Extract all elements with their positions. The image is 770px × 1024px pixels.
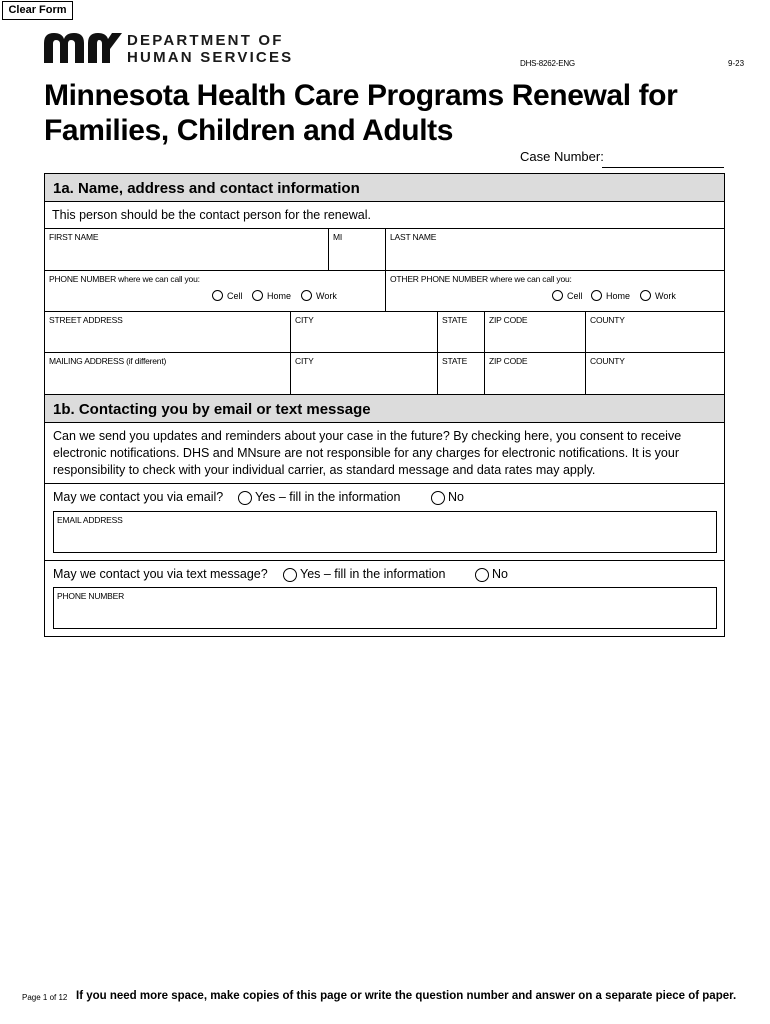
document-id: DHS-8262-ENG: [520, 59, 575, 68]
case-number-field[interactable]: [602, 167, 724, 168]
page-title: [44, 78, 744, 148]
first-name-input[interactable]: [44, 228, 328, 270]
other-phone-cell-label: Cell: [567, 291, 583, 301]
section-1a-heading: 1a. Name, address and contact information: [44, 173, 725, 202]
mailing-zip-label: ZIP CODE: [489, 356, 528, 366]
street-county-label: COUNTY: [590, 315, 625, 325]
revision-date: 9-23: [728, 59, 745, 68]
street-address-label: STREET ADDRESS: [49, 315, 123, 325]
email-address-label: EMAIL ADDRESS: [57, 515, 123, 525]
title-line1: Minnesota Health Care Programs Renewal for: [44, 79, 678, 112]
phone-cell-radio[interactable]: [212, 290, 223, 301]
section-1a-intro: This person should be the contact person for the renewal.: [52, 208, 371, 222]
text-yes-label: Yes – fill in the information: [300, 567, 446, 581]
mi-label: MI: [333, 232, 343, 242]
phone-number-input[interactable]: [53, 587, 717, 629]
section-1b-heading: 1b. Contacting you by email or text message: [44, 394, 725, 423]
phone-home-radio[interactable]: [252, 290, 263, 301]
department-name: [127, 32, 293, 66]
text-question: May we contact you via text message?: [53, 567, 268, 581]
email-yes-label: Yes – fill in the information: [255, 490, 401, 504]
mailing-address-label: MAILING ADDRESS (if different): [49, 356, 167, 366]
last-name-label: LAST NAME: [390, 232, 437, 242]
phone-label: PHONE NUMBER where we can call you:: [49, 274, 200, 284]
other-phone-label: OTHER PHONE NUMBER where we can call you:: [390, 274, 572, 284]
first-name-label: FIRST NAME: [49, 232, 99, 242]
phone-work-label: Work: [316, 291, 337, 301]
mailing-county-label: COUNTY: [590, 356, 625, 366]
street-state-label: STATE: [442, 315, 468, 325]
phone-cell-label: Cell: [227, 291, 243, 301]
mailing-state-label: STATE: [442, 356, 468, 366]
title-line2: Families, Children and Adults: [44, 114, 454, 147]
other-phone-cell-radio[interactable]: [552, 290, 563, 301]
street-zip-label: ZIP CODE: [489, 315, 528, 325]
text-no-label: No: [492, 567, 508, 581]
logo-line1: DEPARTMENT OF: [127, 32, 284, 49]
phone-number-label: PHONE NUMBER: [57, 591, 125, 601]
intro-line2: electronic notifications. DHS and MNsure are not responsible for any charges for electronic notifications. It is your: [53, 446, 679, 460]
other-phone-work-label: Work: [655, 291, 676, 301]
case-number-label: Case Number:: [520, 149, 604, 164]
page-number: Page 1 of 12: [22, 993, 68, 1002]
mn-logo: [44, 33, 122, 63]
other-phone-work-radio[interactable]: [640, 290, 651, 301]
clear-form-button[interactable]: Clear Form: [2, 1, 73, 20]
email-address-input[interactable]: [53, 511, 717, 553]
intro-line1: Can we send you updates and reminders about your case in the future? By checking here, you consent to receive: [53, 429, 682, 443]
phone-work-radio[interactable]: [301, 290, 312, 301]
text-yes-radio[interactable]: [283, 568, 297, 582]
phone-home-label: Home: [267, 291, 292, 301]
mi-input[interactable]: [329, 228, 385, 270]
other-phone-home-radio[interactable]: [591, 290, 602, 301]
email-yes-radio[interactable]: [238, 491, 252, 505]
email-no-label: No: [448, 490, 464, 504]
email-no-radio[interactable]: [431, 491, 445, 505]
intro-line3: responsibility to check with your individual carrier, as standard message and data rates may apply.: [53, 463, 596, 477]
street-city-label: CITY: [295, 315, 314, 325]
mailing-city-label: CITY: [295, 356, 314, 366]
footer-note: If you need more space, make copies of this page or write the question number and answer on a separate piece of paper.: [76, 990, 737, 1002]
text-no-radio[interactable]: [475, 568, 489, 582]
other-phone-home-label: Home: [606, 291, 631, 301]
email-question: May we contact you via email?: [53, 490, 224, 504]
logo-line2: HUMAN SERVICES: [127, 49, 294, 66]
last-name-input[interactable]: [386, 228, 725, 270]
section-1b-intro: [53, 428, 719, 479]
